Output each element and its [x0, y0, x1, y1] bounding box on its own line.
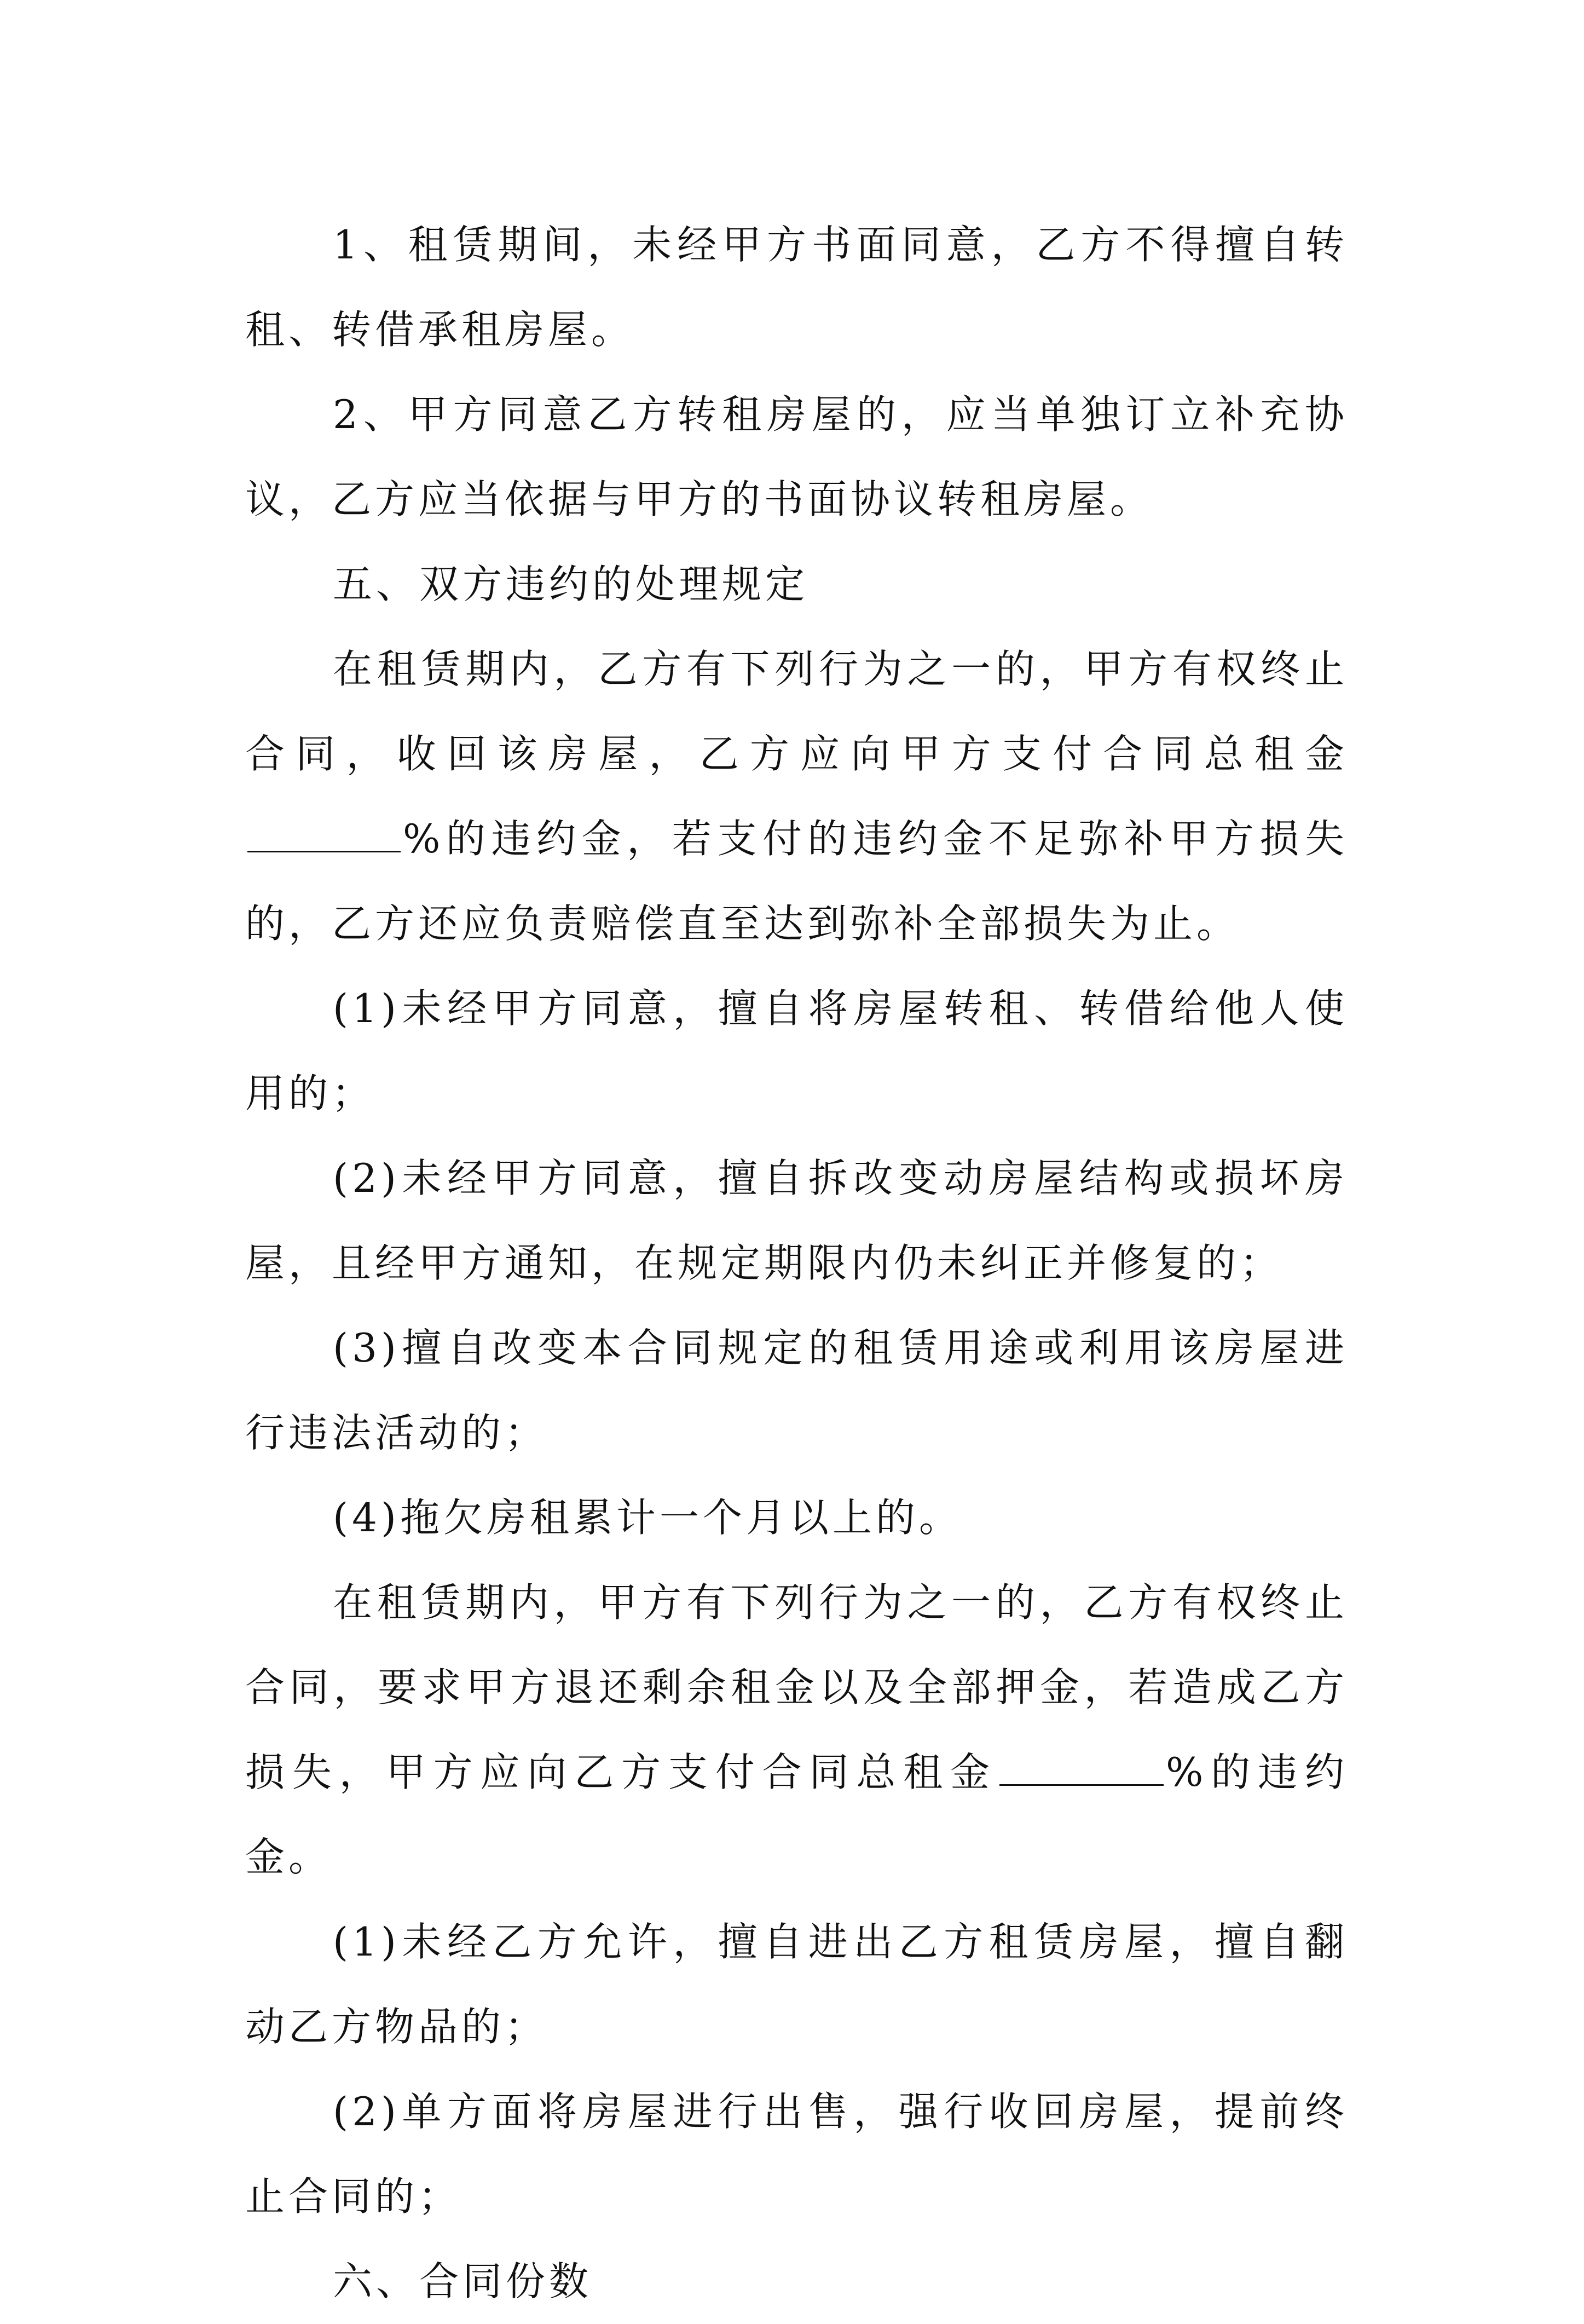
penalty-percent-blank [999, 1751, 1164, 1786]
list-item-tenant-3: (3)擅自改变本合同规定的租赁用途或利用该房屋进行违法活动的； [245, 1325, 1348, 1456]
section-heading-copies: 六、合同份数 [333, 2258, 593, 2304]
document-body [245, 203, 1348, 2324]
landlord-breach-text-a: 在租赁期内，甲方有下列行为之一的，乙方有权终止合同，要求甲方退还剩余租金以及全部押金，若造成乙方损失，甲方应向乙方支付合同总租金 [245, 1579, 1348, 1795]
paragraph-sublease-agreement: 2、甲方同意乙方转租房屋的，应当单独订立补充协议，乙方应当依据与甲方的书面协议转租房屋。 [245, 391, 1348, 522]
paragraph-tenant-breach [245, 627, 1348, 966]
section-heading-breach: 五、双方违约的处理规定 [333, 561, 809, 607]
penalty-percent-blank [247, 818, 401, 852]
list-item-tenant-4: (4)拖欠房租累计一个月以上的。 [333, 1495, 962, 1541]
list-item-tenant-1: (1)未经甲方同意，擅自将房屋转租、转借给他人使用的； [245, 985, 1348, 1116]
tenant-breach-text-b: %的违约金，若支付的违约金不足弥补甲方损失的，乙方还应负责赔偿直至达到弥补全部损失为止。 [245, 816, 1348, 947]
paragraph-sublease-consent: 1、租赁期间，未经甲方书面同意，乙方不得擅自转租、转借承租房屋。 [245, 222, 1348, 353]
list-item-tenant-2: (2)未经甲方同意，擅自拆改变动房屋结构或损坏房屋，且经甲方通知，在规定期限内仍未纠正并修复的； [245, 1155, 1348, 1286]
list-item-landlord-1: (1)未经乙方允许，擅自进出乙方租赁房屋，擅自翻动乙方物品的； [245, 1919, 1348, 2050]
landlord-breach-text-b: %的违约金。 [245, 1749, 1348, 1880]
tenant-breach-text-a: 在租赁期内，乙方有下列行为之一的，甲方有权终止合同，收回该房屋，乙方应向甲方支付合同总租金 [245, 646, 1348, 777]
paragraph-landlord-breach [245, 1560, 1348, 1900]
list-item-landlord-2: (2)单方面将房屋进行出售，强行收回房屋，提前终止合同的； [245, 2089, 1348, 2219]
